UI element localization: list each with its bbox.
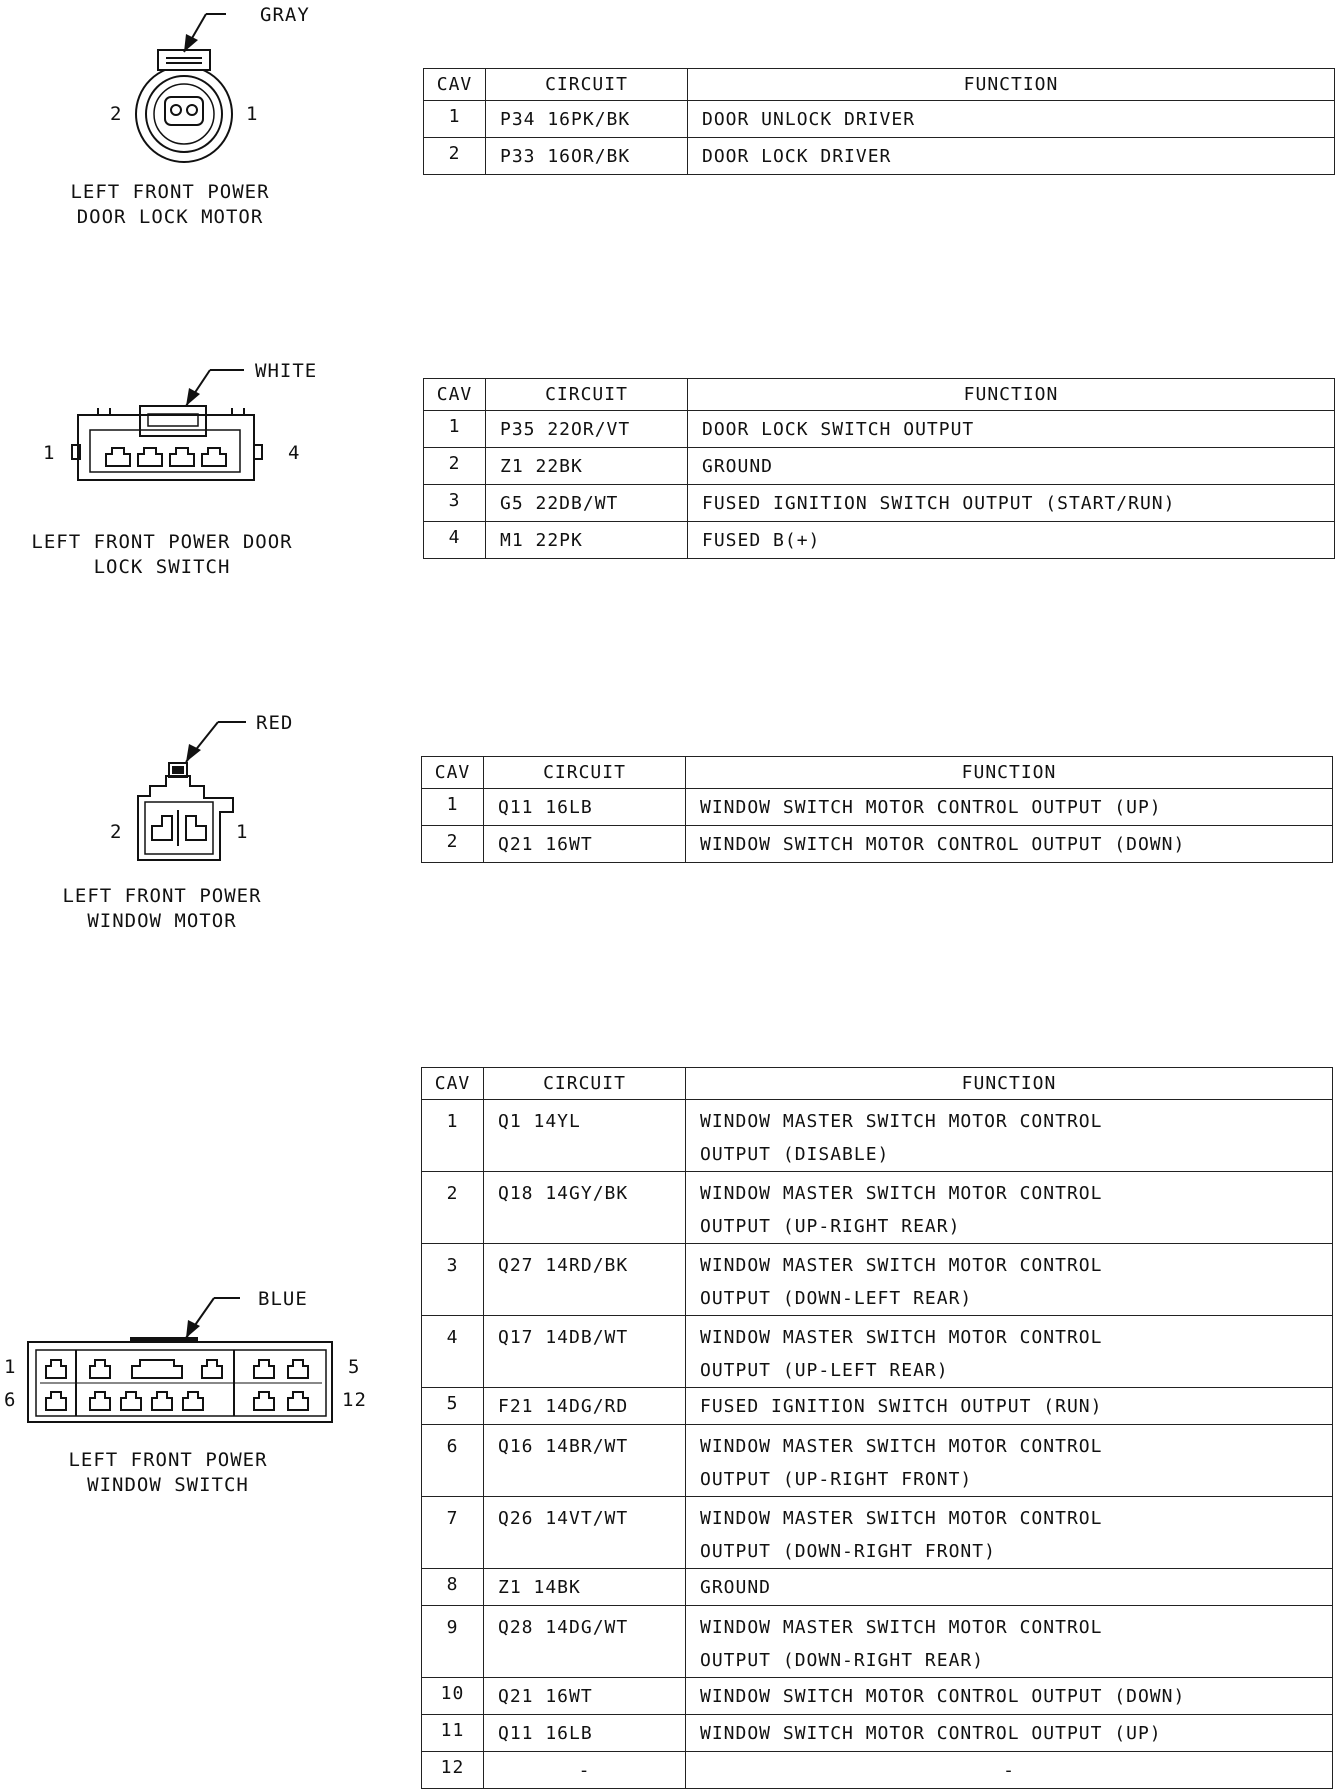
circuit-cell: Z1 22BK xyxy=(486,448,688,485)
function-line: OUTPUT (DOWN-LEFT REAR) xyxy=(700,1288,973,1309)
function-line: OUTPUT (UP-RIGHT FRONT) xyxy=(700,1469,973,1490)
function-cell xyxy=(686,1606,1333,1678)
pin-label-12: 12 xyxy=(342,1389,367,1411)
circuit-cell: - xyxy=(484,1752,686,1789)
function-cell xyxy=(686,1425,1333,1497)
table-header-row xyxy=(424,69,1335,101)
cav-cell: 2 xyxy=(424,138,486,175)
table-header-row xyxy=(422,757,1333,789)
function-cell: GROUND xyxy=(686,1569,1333,1606)
header-function: FUNCTION xyxy=(686,757,1333,789)
caption-line: WINDOW SWITCH xyxy=(87,1474,249,1496)
table-row xyxy=(422,1388,1333,1425)
function-cell xyxy=(686,1100,1333,1172)
function-cell: - xyxy=(686,1752,1333,1789)
pin-label-left: 1 xyxy=(43,442,56,464)
circuit-cell: Q21 16WT xyxy=(484,1678,686,1715)
circuit-cell: F21 14DG/RD xyxy=(484,1388,686,1425)
cav-cell: 1 xyxy=(424,411,486,448)
table-row xyxy=(422,1569,1333,1606)
cav-cell: 1 xyxy=(424,101,486,138)
table-row xyxy=(422,1316,1333,1388)
caption-line: LEFT FRONT POWER xyxy=(62,885,262,907)
circuit-cell: G5 22DB/WT xyxy=(486,485,688,522)
circuit-cell: Q16 14BR/WT xyxy=(484,1425,686,1497)
header-cav: CAV xyxy=(424,379,486,411)
table-row xyxy=(422,1100,1333,1172)
cav-cell: 12 xyxy=(422,1752,484,1789)
pin-label-left: 2 xyxy=(110,103,123,125)
function-cell: WINDOW SWITCH MOTOR CONTROL OUTPUT (DOWN) xyxy=(686,1678,1333,1715)
cavity-table-door-lock-motor xyxy=(423,68,1335,175)
connector-door-lock-switch xyxy=(0,350,340,590)
circuit-cell: P35 22OR/VT xyxy=(486,411,688,448)
table-row xyxy=(422,1172,1333,1244)
table-header-row xyxy=(424,379,1335,411)
caption-line: WINDOW MOTOR xyxy=(87,910,237,932)
table-row xyxy=(424,101,1335,138)
wire-color-label: WHITE xyxy=(255,360,318,382)
table-row xyxy=(424,448,1335,485)
circuit-cell: Q26 14VT/WT xyxy=(484,1497,686,1569)
table-row xyxy=(422,1715,1333,1752)
function-line: WINDOW MASTER SWITCH MOTOR CONTROL xyxy=(700,1508,1103,1529)
function-line: OUTPUT (UP-LEFT REAR) xyxy=(700,1360,949,1381)
table-row xyxy=(424,485,1335,522)
circuit-cell: Q18 14GY/BK xyxy=(484,1172,686,1244)
cav-cell: 5 xyxy=(422,1388,484,1425)
cavity-table-window-motor xyxy=(421,756,1333,863)
function-line: WINDOW MASTER SWITCH MOTOR CONTROL xyxy=(700,1183,1103,1204)
circuit-cell: Q11 16LB xyxy=(484,789,686,826)
pin-label-right: 4 xyxy=(288,442,301,464)
function-line: OUTPUT (UP-RIGHT REAR) xyxy=(700,1216,961,1237)
function-cell: FUSED IGNITION SWITCH OUTPUT (START/RUN) xyxy=(688,485,1335,522)
cav-cell: 3 xyxy=(424,485,486,522)
table-row xyxy=(422,826,1333,863)
function-cell: DOOR UNLOCK DRIVER xyxy=(688,101,1335,138)
header-circuit: CIRCUIT xyxy=(484,1068,686,1100)
function-cell: WINDOW SWITCH MOTOR CONTROL OUTPUT (UP) xyxy=(686,789,1333,826)
function-line: OUTPUT (DISABLE) xyxy=(700,1144,890,1165)
table-row xyxy=(422,1606,1333,1678)
pin-label-1: 1 xyxy=(4,1356,17,1378)
table-row xyxy=(422,1425,1333,1497)
connector-door-lock-motor xyxy=(0,0,340,240)
table-row xyxy=(422,1678,1333,1715)
function-cell xyxy=(686,1497,1333,1569)
connector-caption xyxy=(12,530,312,580)
wire-color-label: BLUE xyxy=(258,1288,308,1310)
function-cell: GROUND xyxy=(688,448,1335,485)
function-line: WINDOW MASTER SWITCH MOTOR CONTROL xyxy=(700,1327,1103,1348)
function-line: WINDOW MASTER SWITCH MOTOR CONTROL xyxy=(700,1255,1103,1276)
circuit-cell: P34 16PK/BK xyxy=(486,101,688,138)
table-header-row xyxy=(422,1068,1333,1100)
connector-caption xyxy=(12,884,312,934)
pin-label-5: 5 xyxy=(348,1356,361,1378)
function-line: OUTPUT (DOWN-RIGHT REAR) xyxy=(700,1650,985,1671)
function-line: OUTPUT (DOWN-RIGHT FRONT) xyxy=(700,1541,996,1562)
caption-line: DOOR LOCK MOTOR xyxy=(76,206,264,228)
connector-window-motor xyxy=(0,700,340,940)
cav-cell: 3 xyxy=(422,1244,484,1316)
table-row xyxy=(424,411,1335,448)
wire-color-label: GRAY xyxy=(260,4,310,26)
circuit-cell: Q1 14YL xyxy=(484,1100,686,1172)
function-line: WINDOW MASTER SWITCH MOTOR CONTROL xyxy=(700,1111,1103,1132)
cav-cell: 1 xyxy=(422,1100,484,1172)
header-circuit: CIRCUIT xyxy=(484,757,686,789)
caption-line: LEFT FRONT POWER xyxy=(70,181,270,203)
circuit-cell: Q27 14RD/BK xyxy=(484,1244,686,1316)
table-row xyxy=(422,1244,1333,1316)
function-cell xyxy=(686,1316,1333,1388)
cav-cell: 4 xyxy=(424,522,486,559)
cav-cell: 2 xyxy=(424,448,486,485)
cav-cell: 2 xyxy=(422,826,484,863)
connector-caption xyxy=(18,1448,318,1498)
cav-cell: 10 xyxy=(422,1678,484,1715)
header-function: FUNCTION xyxy=(688,379,1335,411)
header-circuit: CIRCUIT xyxy=(486,379,688,411)
header-circuit: CIRCUIT xyxy=(486,69,688,101)
function-cell xyxy=(686,1244,1333,1316)
circuit-cell: Z1 14BK xyxy=(484,1569,686,1606)
function-cell: WINDOW SWITCH MOTOR CONTROL OUTPUT (UP) xyxy=(686,1715,1333,1752)
caption-line: LOCK SWITCH xyxy=(93,556,231,578)
cavity-table-window-switch xyxy=(421,1067,1333,1789)
function-cell xyxy=(686,1172,1333,1244)
connector-window-switch xyxy=(0,1280,380,1520)
pin-label-6: 6 xyxy=(4,1389,17,1411)
circuit-cell: M1 22PK xyxy=(486,522,688,559)
circuit-cell: Q17 14DB/WT xyxy=(484,1316,686,1388)
header-cav: CAV xyxy=(424,69,486,101)
pin-label-right: 1 xyxy=(236,821,249,843)
cav-cell: 9 xyxy=(422,1606,484,1678)
function-cell: FUSED B(+) xyxy=(688,522,1335,559)
table-row xyxy=(422,1497,1333,1569)
cav-cell: 11 xyxy=(422,1715,484,1752)
table-row xyxy=(422,789,1333,826)
cav-cell: 6 xyxy=(422,1425,484,1497)
circuit-cell: Q21 16WT xyxy=(484,826,686,863)
cav-cell: 2 xyxy=(422,1172,484,1244)
wire-color-label: RED xyxy=(256,712,294,734)
circuit-cell: Q28 14DG/WT xyxy=(484,1606,686,1678)
table-row xyxy=(424,522,1335,559)
cav-cell: 7 xyxy=(422,1497,484,1569)
cavity-table-door-lock-switch xyxy=(423,378,1335,559)
circuit-cell: Q11 16LB xyxy=(484,1715,686,1752)
pin-label-right: 1 xyxy=(246,103,259,125)
pin-label-left: 2 xyxy=(110,821,123,843)
header-function: FUNCTION xyxy=(688,69,1335,101)
header-function: FUNCTION xyxy=(686,1068,1333,1100)
header-cav: CAV xyxy=(422,1068,484,1100)
function-cell: DOOR LOCK SWITCH OUTPUT xyxy=(688,411,1335,448)
function-cell: WINDOW SWITCH MOTOR CONTROL OUTPUT (DOWN) xyxy=(686,826,1333,863)
caption-line: LEFT FRONT POWER DOOR xyxy=(31,531,293,553)
caption-line: LEFT FRONT POWER xyxy=(68,1449,268,1471)
table-row xyxy=(422,1752,1333,1789)
header-cav: CAV xyxy=(422,757,484,789)
connector-caption xyxy=(20,180,320,230)
function-line: WINDOW MASTER SWITCH MOTOR CONTROL xyxy=(700,1617,1103,1638)
circuit-cell: P33 16OR/BK xyxy=(486,138,688,175)
function-line: WINDOW MASTER SWITCH MOTOR CONTROL xyxy=(700,1436,1103,1457)
function-cell: DOOR LOCK DRIVER xyxy=(688,138,1335,175)
table-row xyxy=(424,138,1335,175)
cav-cell: 8 xyxy=(422,1569,484,1606)
function-cell: FUSED IGNITION SWITCH OUTPUT (RUN) xyxy=(686,1388,1333,1425)
cav-cell: 1 xyxy=(422,789,484,826)
cav-cell: 4 xyxy=(422,1316,484,1388)
